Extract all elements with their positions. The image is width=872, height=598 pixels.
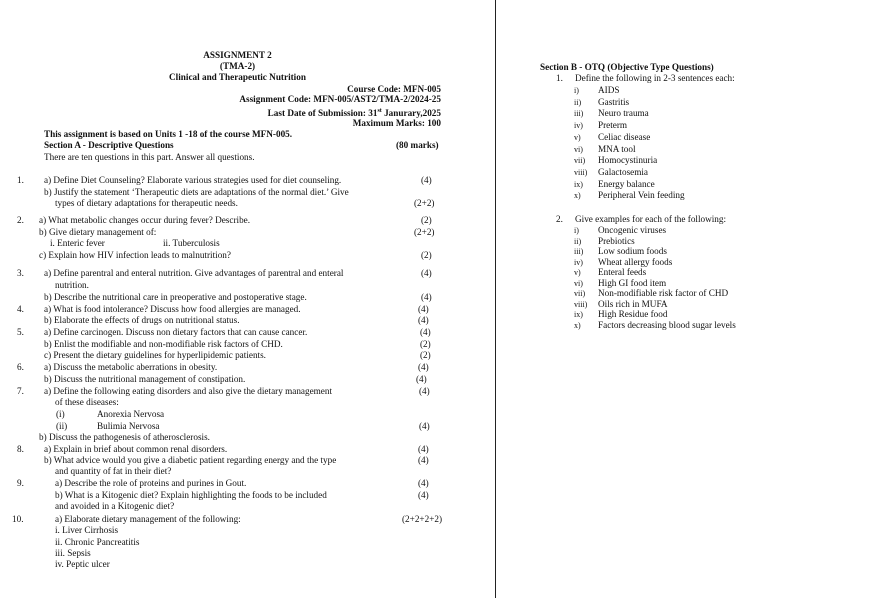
tma-label: (TMA-2): [219, 61, 256, 71]
marks: (4): [421, 268, 432, 278]
question-text: c) Present the dietary guidelines for hyperlipidemic patients.: [44, 350, 266, 360]
section-a-intro: There are ten questions in this part. Answer all questions.: [44, 152, 255, 162]
sub-item: ii. Tuberculosis: [163, 238, 220, 248]
question-number: 6.: [17, 362, 24, 372]
question-text: nutrition.: [55, 280, 89, 290]
question-text: b) Enlist the modifiable and non-modifiable risk factors of CHD.: [44, 339, 283, 349]
section-a-marks: (80 marks): [396, 140, 439, 150]
question-text: a) Describe the role of proteins and purines in Gout.: [55, 478, 247, 488]
question-text: a) Define parentral and enteral nutrition. Give advantages of parentral and enteral: [44, 268, 344, 278]
last-date: Last Date of Submission: 31st Janurary,2025: [267, 108, 441, 119]
list-item-number: i): [574, 86, 579, 95]
page-divider: [495, 0, 496, 598]
list-item: Peripheral Vein feeding: [598, 190, 685, 201]
list-item-number: ix): [574, 179, 583, 189]
marks: (2+2): [414, 227, 435, 237]
marks: (4): [418, 315, 429, 325]
question-text: Define the following in 2-3 sentences each:: [575, 73, 735, 83]
question-text: a) Explain in brief about common renal disorders.: [44, 444, 228, 454]
question-text: b) Discuss the pathogenesis of atherosclerosis.: [39, 432, 210, 442]
question-text: types of dietary adaptations for therapeutic needs.: [55, 198, 238, 208]
assignment-title: ASSIGNMENT 2: [203, 50, 272, 60]
units-note: This assignment is based on Units 1 -18 of the course MFN-005.: [44, 129, 293, 139]
question-number: 9.: [17, 478, 24, 488]
list-item-number: iii): [574, 109, 584, 119]
list-item-number: viii): [574, 299, 588, 309]
list-item-number: vii): [574, 289, 586, 298]
marks: (4): [418, 455, 429, 465]
marks: (4): [418, 304, 429, 314]
list-item: High GI food item: [598, 277, 667, 288]
question-text: Give examples for each of the following:: [575, 214, 727, 224]
list-item-number: ix): [574, 310, 583, 319]
section-a-title: Section A - Descriptive Questions: [44, 140, 174, 150]
question-text: a) What is food intolerance? Discuss how food allergies are managed.: [44, 304, 301, 314]
question-number: 10.: [12, 514, 24, 524]
marks: (4): [418, 478, 429, 488]
question-text: a) What metabolic changes occur during fever? Describe.: [39, 215, 251, 225]
question-text: b) What advice would you give a diabetic patient regarding energy and the type: [44, 455, 337, 465]
list-item: Neuro trauma: [598, 108, 649, 119]
list-item: Factors decreasing blood sugar levels: [598, 319, 736, 330]
question-number: 5.: [17, 327, 24, 337]
marks: (4): [418, 490, 429, 500]
sub-item: i. Liver Cirrhosis: [55, 525, 119, 535]
list-item: Low sodium foods: [598, 246, 667, 256]
list-item-number: viii): [574, 167, 588, 177]
sub-item: i. Enteric fever: [50, 238, 105, 248]
question-text: a) Define carcinogen. Discuss non dietary factors that can cause cancer.: [44, 327, 308, 337]
list-item-number: vi): [574, 278, 583, 288]
sub-item: Anorexia Nervosa: [97, 409, 165, 419]
course-title: Clinical and Therapeutic Nutrition: [169, 72, 306, 82]
question-number: 7.: [17, 386, 24, 396]
marks: (4): [419, 386, 430, 396]
sub-item: iv. Peptic ulcer: [55, 559, 110, 569]
max-marks: Maximum Marks: 100: [352, 118, 441, 128]
question-text: a) Define the following eating disorders and also give the dietary management: [44, 386, 333, 396]
question-text: b) What is a Kitogenic diet? Explain highlighting the foods to be included: [55, 490, 327, 500]
question-text: of these diseases:: [55, 397, 119, 407]
sub-item: Bulimia Nervosa: [97, 421, 160, 431]
question-text: c) Explain how HIV infection leads to malnutrition?: [39, 250, 231, 260]
list-item: Galactosemia: [598, 166, 648, 177]
list-item-number: v): [574, 268, 581, 277]
list-item: AIDS: [598, 85, 620, 95]
question-number: 1.: [17, 175, 24, 185]
list-item-number: iv): [574, 121, 583, 131]
sub-item-number: (i): [56, 409, 65, 419]
marks: (4): [416, 374, 427, 384]
marks: (4): [421, 292, 432, 302]
question-number: 1.: [556, 73, 563, 83]
list-item: High Residue food: [598, 309, 668, 319]
marks: (2): [420, 339, 431, 349]
list-item-number: x): [574, 191, 581, 201]
list-item-number: ii): [574, 97, 582, 107]
list-item: MNA tool: [598, 143, 636, 154]
list-item-number: i): [574, 226, 579, 235]
list-item-number: vi): [574, 144, 583, 154]
marks: (2+2+2+2): [402, 514, 443, 524]
marks: (2+2): [414, 198, 435, 208]
course-code: Course Code: MFN-005: [347, 84, 441, 94]
marks: (4): [421, 175, 432, 185]
list-item-number: iii): [574, 247, 584, 256]
question-number: 2.: [556, 214, 563, 224]
sub-item-number: (ii): [56, 421, 68, 431]
marks: (2): [421, 215, 432, 225]
list-item: Prebiotics: [598, 235, 635, 246]
list-item: Oncogenic viruses: [598, 225, 667, 235]
marks: (4): [418, 444, 429, 454]
list-item: Oils rich in MUFA: [598, 298, 668, 309]
question-text: a) Define Diet Counseling? Elaborate various strategies used for diet counseling.: [44, 175, 342, 185]
list-item-number: vii): [574, 156, 586, 166]
question-text: a) Discuss the metabolic aberrations in obesity.: [44, 362, 218, 372]
section-b-title: Section B - OTQ (Objective Type Questions): [540, 62, 714, 72]
assignment-code: Assignment Code: MFN-005/AST2/TMA-2/2024-25: [239, 94, 441, 104]
list-item: Gastritis: [598, 96, 630, 107]
list-item-number: ii): [574, 236, 582, 246]
question-number: 3.: [17, 268, 24, 278]
list-item-number: x): [574, 320, 581, 330]
marks: (2): [421, 250, 432, 260]
list-item: Preterm: [598, 120, 628, 131]
question-text: a) Elaborate dietary management of the following:: [55, 514, 241, 524]
list-item-number: v): [574, 132, 581, 142]
list-item-number: iv): [574, 257, 583, 267]
question-text: b) Discuss the nutritional management of constipation.: [44, 374, 246, 384]
question-text: b) Give dietary management of:: [39, 227, 157, 237]
list-item: Non-modifiable risk factor of CHD: [598, 288, 729, 298]
list-item: Enteral feeds: [598, 267, 647, 277]
question-text: b) Elaborate the effects of drugs on nutritional status.: [44, 315, 240, 325]
list-item: Celiac disease: [598, 131, 651, 142]
question-text: b) Describe the nutritional care in preoperative and postoperative stage.: [44, 292, 307, 302]
question-number: 4.: [17, 304, 24, 314]
marks: (4): [420, 327, 431, 337]
list-item: Homocystinuria: [598, 155, 658, 166]
marks: (4): [419, 421, 430, 431]
list-item: Energy balance: [598, 178, 655, 189]
question-number: 8.: [17, 444, 24, 454]
question-text: and quantity of fat in their diet?: [55, 466, 172, 476]
sub-item: iii. Sepsis: [55, 548, 91, 558]
question-text: b) Justify the statement ‘Therapeutic diets are adaptations of the normal diet.’ Give: [44, 187, 349, 197]
marks: (4): [418, 362, 429, 372]
sub-item: ii. Chronic Pancreatitis: [55, 537, 140, 547]
question-text: and avoided in a Kitogenic diet?: [55, 501, 175, 511]
marks: (2): [420, 350, 431, 360]
question-number: 2.: [17, 215, 24, 225]
list-item: Wheat allergy foods: [598, 256, 673, 267]
